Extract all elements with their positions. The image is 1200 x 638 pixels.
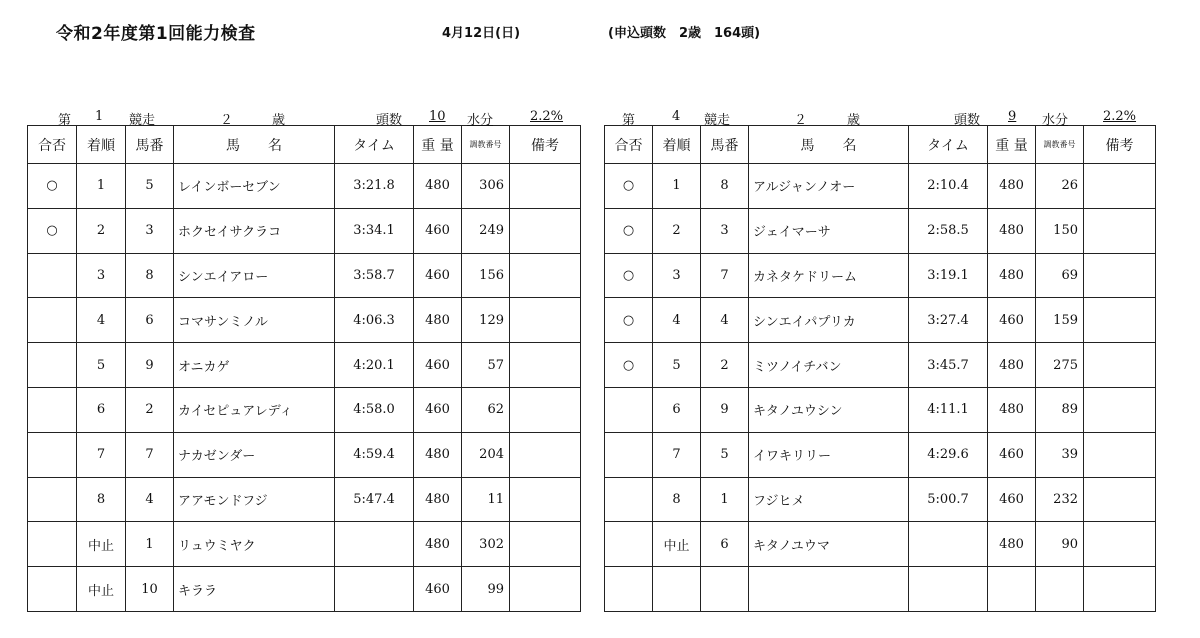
race-4-header — [604, 108, 1155, 128]
race-number: 1 — [95, 109, 104, 124]
finish-order: 1 — [77, 164, 126, 209]
horse-name: アアモンドフジ — [174, 477, 335, 522]
table-header-row — [605, 126, 1156, 164]
pass-mark — [605, 567, 653, 612]
post-number: 3 — [701, 208, 749, 253]
finish-order: 3 — [653, 253, 701, 298]
race-1-results-table — [27, 125, 581, 612]
race-4-results-table — [604, 125, 1156, 612]
table-row — [28, 432, 581, 477]
pass-mark — [605, 522, 653, 567]
post-number: 8 — [126, 253, 174, 298]
table-row — [605, 298, 1156, 343]
col-tune: 調教番号 — [462, 126, 510, 164]
race-time: 5:00.7 — [909, 477, 988, 522]
post-number: 9 — [126, 343, 174, 388]
horse-name: カネタケドリーム — [749, 253, 909, 298]
weight: 460 — [988, 298, 1036, 343]
entry-count: (申込頭数 2歳 164頭) — [608, 26, 761, 41]
horse-name: フジヒメ — [749, 477, 909, 522]
race-dai: 第 — [58, 113, 72, 128]
table-row — [28, 387, 581, 432]
horse-name: キララ — [174, 567, 335, 612]
table-row — [28, 208, 581, 253]
finish-order: 4 — [77, 298, 126, 343]
pass-mark: ○ — [605, 208, 653, 253]
race-count-label: 頭数 — [954, 113, 981, 128]
table-row — [28, 164, 581, 209]
table-row — [28, 253, 581, 298]
pass-mark — [28, 253, 77, 298]
pass-mark: ○ — [28, 164, 77, 209]
note — [510, 164, 581, 209]
race-time: 4:06.3 — [335, 298, 414, 343]
tune-number: 232 — [1036, 477, 1084, 522]
post-number: 7 — [701, 253, 749, 298]
pass-mark — [605, 387, 653, 432]
pass-mark — [28, 522, 77, 567]
tune-number: 159 — [1036, 298, 1084, 343]
tune-number: 62 — [462, 387, 510, 432]
pass-mark — [28, 298, 77, 343]
table-row — [28, 477, 581, 522]
note — [1084, 343, 1156, 388]
post-number: 9 — [701, 387, 749, 432]
race-time: 2:10.4 — [909, 164, 988, 209]
post-number: 2 — [701, 343, 749, 388]
weight: 480 — [988, 387, 1036, 432]
pass-mark — [28, 387, 77, 432]
table-row — [605, 432, 1156, 477]
tune-number: 11 — [462, 477, 510, 522]
table-row — [605, 164, 1156, 209]
race-time: 4:29.6 — [909, 432, 988, 477]
tune-number: 69 — [1036, 253, 1084, 298]
weight: 480 — [988, 164, 1036, 209]
race-1-section — [27, 108, 580, 612]
note — [510, 208, 581, 253]
weight: 480 — [988, 208, 1036, 253]
weight: 460 — [988, 477, 1036, 522]
finish-order: 8 — [77, 477, 126, 522]
col-pass: 合否 — [605, 126, 653, 164]
tune-number: 99 — [462, 567, 510, 612]
finish-order: 7 — [77, 432, 126, 477]
post-number: 10 — [126, 567, 174, 612]
pass-mark — [28, 343, 77, 388]
horse-name: オニカゲ — [174, 343, 335, 388]
table-row — [28, 522, 581, 567]
note — [1084, 522, 1156, 567]
finish-order: 中止 — [77, 567, 126, 612]
weight: 460 — [414, 253, 462, 298]
weight — [988, 567, 1036, 612]
post-number — [701, 567, 749, 612]
race-time: 3:27.4 — [909, 298, 988, 343]
race-age-number: ２ — [794, 113, 808, 128]
table-row — [605, 567, 1156, 612]
race-kyoso: 競走 — [129, 113, 156, 128]
race-age-unit: 歳 — [847, 113, 861, 128]
horse-name: ミツノイチバン — [749, 343, 909, 388]
note — [510, 522, 581, 567]
table-row — [28, 343, 581, 388]
tune-number: 26 — [1036, 164, 1084, 209]
horse-name: コマサンミノル — [174, 298, 335, 343]
race-time: 3:19.1 — [909, 253, 988, 298]
finish-order — [653, 567, 701, 612]
pass-mark: ○ — [605, 343, 653, 388]
horse-name: レインボーセブン — [174, 164, 335, 209]
race-age-number: ２ — [220, 113, 234, 128]
note — [510, 253, 581, 298]
col-weight: 重 量 — [414, 126, 462, 164]
page-title: 令和2年度第1回能力検査 — [56, 24, 256, 44]
note — [510, 343, 581, 388]
race-time: 4:11.1 — [909, 387, 988, 432]
note — [1084, 253, 1156, 298]
weight: 460 — [414, 387, 462, 432]
horse-name: カイセピュアレディ — [174, 387, 335, 432]
table-header-row — [28, 126, 581, 164]
finish-order: 中止 — [653, 522, 701, 567]
race-time: 3:45.7 — [909, 343, 988, 388]
col-name: 馬 名 — [749, 126, 909, 164]
weight: 460 — [414, 343, 462, 388]
event-date: 4月12日(日) — [442, 26, 521, 41]
finish-order: 2 — [653, 208, 701, 253]
note — [1084, 567, 1156, 612]
tune-number: 57 — [462, 343, 510, 388]
race-moisture-label: 水分 — [1042, 113, 1069, 128]
col-order: 着順 — [77, 126, 126, 164]
race-age-unit: 歳 — [272, 113, 286, 128]
finish-order: 中止 — [77, 522, 126, 567]
col-post: 馬番 — [701, 126, 749, 164]
tune-number: 302 — [462, 522, 510, 567]
horse-name: ホクセイサクラコ — [174, 208, 335, 253]
col-tune: 調教番号 — [1036, 126, 1084, 164]
horse-name: ジェイマーサ — [749, 208, 909, 253]
table-row — [605, 253, 1156, 298]
note — [510, 567, 581, 612]
post-number: 6 — [701, 522, 749, 567]
race-count-label: 頭数 — [376, 113, 403, 128]
post-number: 1 — [126, 522, 174, 567]
weight: 460 — [414, 208, 462, 253]
table-row — [28, 567, 581, 612]
race-time: 3:21.8 — [335, 164, 414, 209]
race-time: 2:58.5 — [909, 208, 988, 253]
post-number: 2 — [126, 387, 174, 432]
note — [510, 477, 581, 522]
col-note: 備考 — [1084, 126, 1156, 164]
tune-number: 156 — [462, 253, 510, 298]
pass-mark: ○ — [28, 208, 77, 253]
race-time — [335, 522, 414, 567]
race-4-section — [604, 108, 1155, 612]
pass-mark: ○ — [605, 298, 653, 343]
race-time: 3:34.1 — [335, 208, 414, 253]
note — [1084, 164, 1156, 209]
race-moisture: 2.2% — [530, 109, 564, 124]
table-row — [605, 477, 1156, 522]
tune-number: 204 — [462, 432, 510, 477]
weight: 460 — [414, 567, 462, 612]
tune-number: 275 — [1036, 343, 1084, 388]
race-time: 4:20.1 — [335, 343, 414, 388]
weight: 480 — [414, 522, 462, 567]
horse-name: キタノユウシン — [749, 387, 909, 432]
note — [1084, 387, 1156, 432]
horse-name: イワキリリー — [749, 432, 909, 477]
weight: 460 — [988, 432, 1036, 477]
race-count: 9 — [1008, 109, 1017, 124]
finish-order: 8 — [653, 477, 701, 522]
pass-mark — [28, 432, 77, 477]
race-number: 4 — [672, 109, 681, 124]
finish-order: 6 — [77, 387, 126, 432]
horse-name: リュウミヤク — [174, 522, 335, 567]
tune-number: 89 — [1036, 387, 1084, 432]
pass-mark — [28, 567, 77, 612]
weight: 480 — [414, 477, 462, 522]
table-row — [605, 522, 1156, 567]
horse-name: シンエイアロー — [174, 253, 335, 298]
weight: 480 — [988, 253, 1036, 298]
horse-name: シンエイパプリカ — [749, 298, 909, 343]
post-number: 7 — [126, 432, 174, 477]
tune-number: 249 — [462, 208, 510, 253]
col-order: 着順 — [653, 126, 701, 164]
finish-order: 2 — [77, 208, 126, 253]
note — [510, 432, 581, 477]
tune-number: 306 — [462, 164, 510, 209]
note — [1084, 298, 1156, 343]
race-time — [909, 567, 988, 612]
race-moisture: 2.2% — [1103, 109, 1137, 124]
race-time: 4:59.4 — [335, 432, 414, 477]
col-time: タイム — [909, 126, 988, 164]
post-number: 1 — [701, 477, 749, 522]
finish-order: 1 — [653, 164, 701, 209]
weight: 480 — [414, 432, 462, 477]
weight: 480 — [988, 343, 1036, 388]
post-number: 4 — [126, 477, 174, 522]
col-pass: 合否 — [28, 126, 77, 164]
weight: 480 — [414, 164, 462, 209]
horse-name — [749, 567, 909, 612]
tune-number: 150 — [1036, 208, 1084, 253]
table-row — [605, 343, 1156, 388]
note — [1084, 208, 1156, 253]
tune-number: 90 — [1036, 522, 1084, 567]
finish-order: 4 — [653, 298, 701, 343]
post-number: 5 — [126, 164, 174, 209]
race-time: 4:58.0 — [335, 387, 414, 432]
post-number: 5 — [701, 432, 749, 477]
horse-name: キタノユウマ — [749, 522, 909, 567]
horse-name: ナカゼンダー — [174, 432, 335, 477]
post-number: 6 — [126, 298, 174, 343]
pass-mark — [605, 432, 653, 477]
horse-name: アルジャンノオー — [749, 164, 909, 209]
post-number: 4 — [701, 298, 749, 343]
tune-number — [1036, 567, 1084, 612]
tune-number: 129 — [462, 298, 510, 343]
race-kyoso: 競走 — [704, 113, 731, 128]
race-moisture-label: 水分 — [467, 113, 494, 128]
post-number: 8 — [701, 164, 749, 209]
weight: 480 — [988, 522, 1036, 567]
col-time: タイム — [335, 126, 414, 164]
pass-mark: ○ — [605, 164, 653, 209]
pass-mark — [605, 477, 653, 522]
table-row — [605, 208, 1156, 253]
note — [510, 387, 581, 432]
race-time — [335, 567, 414, 612]
col-note: 備考 — [510, 126, 581, 164]
finish-order: 6 — [653, 387, 701, 432]
race-time: 3:58.7 — [335, 253, 414, 298]
col-post: 馬番 — [126, 126, 174, 164]
table-row — [605, 387, 1156, 432]
pass-mark — [28, 477, 77, 522]
finish-order: 7 — [653, 432, 701, 477]
race-time — [909, 522, 988, 567]
finish-order: 5 — [77, 343, 126, 388]
race-time: 5:47.4 — [335, 477, 414, 522]
col-name: 馬 名 — [174, 126, 335, 164]
race-1-header — [27, 108, 580, 128]
pass-mark: ○ — [605, 253, 653, 298]
col-weight: 重 量 — [988, 126, 1036, 164]
note — [1084, 477, 1156, 522]
finish-order: 3 — [77, 253, 126, 298]
race-dai: 第 — [622, 113, 636, 128]
race-count: 10 — [429, 109, 446, 124]
weight: 480 — [414, 298, 462, 343]
note — [1084, 432, 1156, 477]
tune-number: 39 — [1036, 432, 1084, 477]
note — [510, 298, 581, 343]
table-row — [28, 298, 581, 343]
finish-order: 5 — [653, 343, 701, 388]
post-number: 3 — [126, 208, 174, 253]
